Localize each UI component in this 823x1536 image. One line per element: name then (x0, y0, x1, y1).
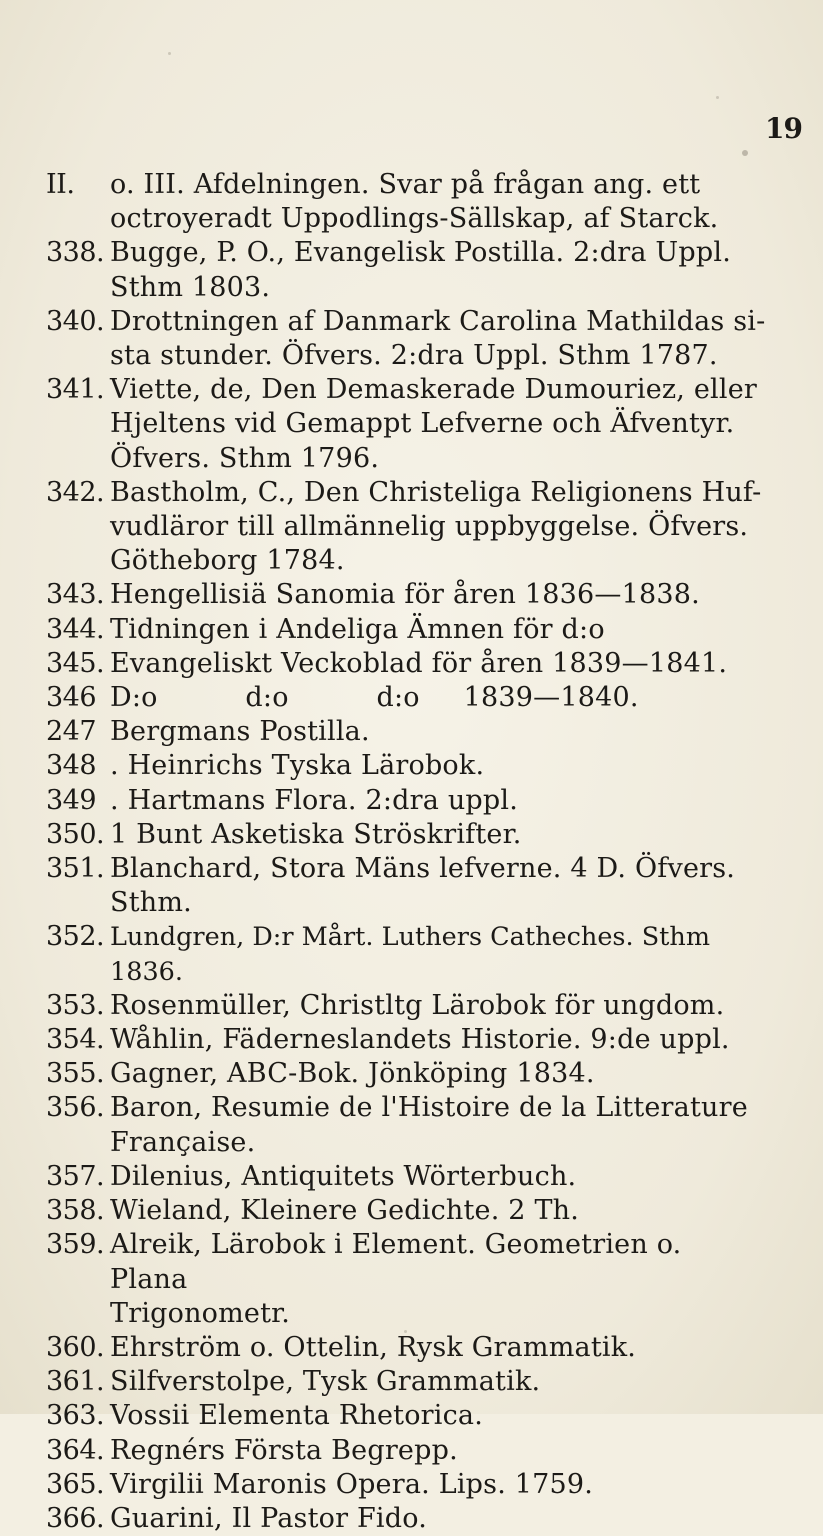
entry-text: Guarini, Il Pastor Fido. (110, 1502, 427, 1534)
entry-number: 359. (46, 1229, 105, 1261)
paper-speck (404, 1330, 407, 1333)
entry-number: 361. (46, 1366, 105, 1398)
entry-number: 356. (46, 1092, 105, 1124)
paper-speck (716, 96, 719, 99)
entry-number: 358. (46, 1195, 105, 1227)
catalog-entry (46, 681, 766, 715)
entry-number: 353. (46, 989, 105, 1021)
entry-text: Silfverstolpe, Tysk Grammatik. (110, 1366, 541, 1398)
entry-text: Virgilii Maronis Opera. Lips. 1759. (110, 1468, 594, 1500)
entry-text: Regnérs Första Begrepp. (110, 1434, 458, 1466)
entry-number: 345. (46, 647, 105, 679)
catalog-entry (46, 236, 766, 304)
entry-number: 342. (46, 476, 105, 508)
catalog-entry (46, 749, 766, 783)
entry-text: Drottningen af Danmark Carolina Mathildas si- sta stunder. Öfvers. 2:dra Uppl. Sthm 1787. (110, 305, 766, 372)
entry-number: 349 (46, 784, 97, 816)
entry-number: 350. (46, 818, 105, 850)
entry-text: D:o d:o d:o 1839—1840. (110, 682, 639, 714)
entry-number: 344. (46, 613, 105, 645)
catalog-entry (46, 168, 766, 236)
entry-number: 341. (46, 374, 105, 406)
catalog-entry (46, 784, 766, 818)
entry-text: Viette, de, Den Demaskerade Dumouriez, eller Hjeltens vid Gemappt Lefverne och Äfventyr. Öfvers. Sthm 1796. (110, 374, 758, 474)
entry-number: 346 (46, 682, 97, 714)
entry-text: Bergmans Postilla. (110, 716, 370, 748)
catalog-entry (46, 476, 766, 579)
entry-number: 354. (46, 1024, 105, 1056)
catalog-entry (46, 1434, 766, 1468)
entry-text: Bugge, P. O., Evangelisk Postilla. 2:dra Uppl. Sthm 1803. (110, 237, 731, 303)
entry-number: 366. (46, 1502, 105, 1534)
catalog-entry (46, 305, 766, 373)
catalog-entry (46, 1365, 766, 1399)
catalog-entry (46, 1502, 766, 1536)
catalog-entry (46, 1160, 766, 1194)
entry-text: Wieland, Kleinere Gedichte. 2 Th. (110, 1195, 580, 1227)
catalog-entry (46, 1468, 766, 1502)
entry-number: 360. (46, 1331, 105, 1363)
entry-text: Rosenmüller, Christltg Lärobok för ungdom. (110, 989, 725, 1021)
catalog-entry (46, 373, 766, 476)
entry-number: 247 (46, 716, 97, 748)
catalog-entry (46, 989, 766, 1023)
paper-speck (168, 52, 171, 55)
entry-number: 363. (46, 1400, 105, 1432)
entry-number: II. (46, 169, 75, 200)
entry-text: Ehrström o. Ottelin, Rysk Grammatik. (110, 1331, 637, 1363)
catalog-entry (46, 1091, 766, 1159)
entry-text: Hengellisiä Sanomia för åren 1836—1838. (110, 579, 700, 611)
catalog-entry (46, 818, 766, 852)
entry-text: Blanchard, Stora Mäns lefverne. 4 D. Öfvers. Sthm. (110, 853, 736, 919)
catalog-entry (46, 1228, 766, 1331)
entry-number: 352. (46, 921, 105, 953)
entry-text: . Hartmans Flora. 2:dra uppl. (110, 784, 519, 816)
entry-number: 348 (46, 750, 97, 782)
catalog-entry (46, 1399, 766, 1433)
catalog-entry (46, 852, 766, 920)
paper-speck (742, 150, 748, 156)
catalog-entry (46, 920, 766, 988)
entry-number: 365. (46, 1468, 105, 1500)
entry-text: Tidningen i Andeliga Ämnen för d:o (110, 613, 605, 645)
entry-number: 343. (46, 579, 105, 611)
catalog-entry (46, 1057, 766, 1091)
entry-text: Dilenius, Antiquitets Wörterbuch. (110, 1160, 577, 1192)
entry-number: 338. (46, 237, 105, 269)
catalog-entry (46, 1331, 766, 1365)
catalog-entry (46, 1023, 766, 1057)
entry-number: 351. (46, 853, 105, 885)
entry-text: Wåhlin, Fäderneslandets Historie. 9:de uppl. (110, 1024, 730, 1056)
entry-text: 1 Bunt Asketiska Ströskrifter. (110, 818, 522, 850)
catalog-entry (46, 715, 766, 749)
entry-text: Vossii Elementa Rhetorica. (110, 1400, 484, 1432)
catalog-entry (46, 647, 766, 681)
entry-text: Alreik, Lärobok i Element. Geometrien o. Plana Trigonometr. (110, 1229, 682, 1329)
entry-text: o. III. Afdelningen. Svar på frågan ang. ett octroyeradt Uppodlings-Sällskap, af Starck. (110, 169, 719, 235)
catalog-entry (46, 613, 766, 647)
entry-text: Lundgren, D:r Mårt. Luthers Catheches. Sthm 1836. (110, 922, 711, 987)
entry-number: 340. (46, 305, 105, 337)
entry-number: 357. (46, 1160, 105, 1192)
entry-number: 355. (46, 1058, 105, 1090)
entry-number: 364. (46, 1434, 105, 1466)
entry-text: Bastholm, C., Den Christeliga Religionens Huf- vudläror till allmännelig uppbyggelse. Öfvers. Götheborg 1784. (110, 476, 762, 577)
catalog-entry (46, 578, 766, 612)
entry-text: Evangeliskt Veckoblad för åren 1839—1841. (110, 647, 728, 679)
entry-text: Baron, Resumie de l'Histoire de la Litterature Française. (110, 1092, 748, 1158)
page-number: 19 (765, 112, 802, 145)
catalog-entry (46, 1194, 766, 1228)
entry-text: Gagner, ABC-Bok. Jönköping 1834. (110, 1058, 595, 1090)
entry-text: . Heinrichs Tyska Lärobok. (110, 750, 485, 782)
